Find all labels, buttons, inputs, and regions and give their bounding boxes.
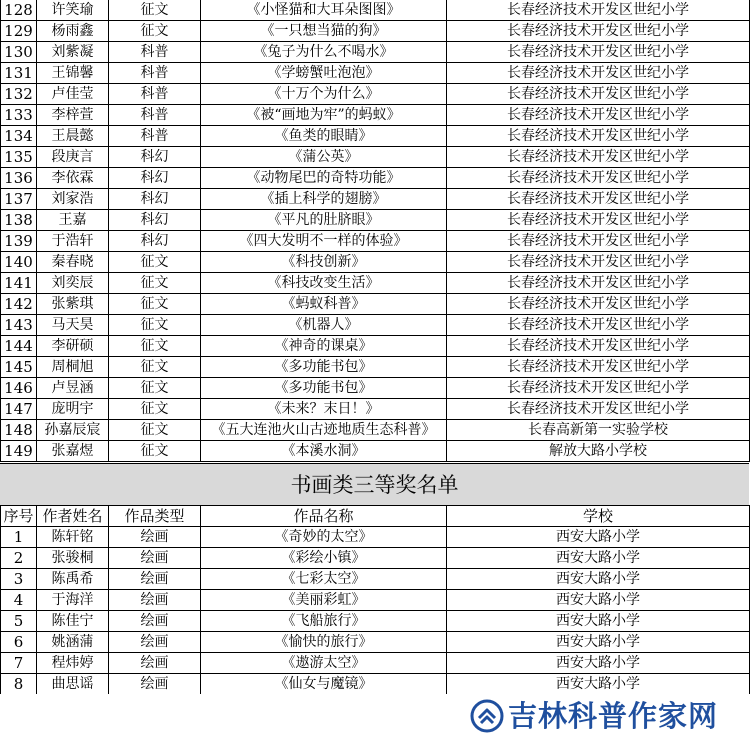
cell-author: 秦春晓 <box>37 252 109 273</box>
cell-type: 科幻 <box>109 210 201 231</box>
table-row <box>1 569 750 590</box>
cell-school: 西安大路小学 <box>447 674 750 695</box>
cell-type: 征文 <box>109 273 201 294</box>
cell-type: 征文 <box>109 420 201 441</box>
cell-no: 141 <box>1 273 37 294</box>
cell-no: 6 <box>1 632 37 653</box>
cell-author: 张骏桐 <box>37 548 109 569</box>
cell-school: 长春经济技术开发区世纪小学 <box>447 63 750 84</box>
table-row <box>1 336 750 357</box>
table-row <box>1 441 750 462</box>
table-row <box>1 126 750 147</box>
cell-type: 征文 <box>109 336 201 357</box>
cell-type: 征文 <box>109 294 201 315</box>
cell-no: 144 <box>1 336 37 357</box>
cell-title: 《学螃蟹吐泡泡》 <box>201 63 447 84</box>
painting-table-body <box>1 506 750 695</box>
cell-author: 刘家浩 <box>37 189 109 210</box>
cell-type: 科幻 <box>109 189 201 210</box>
table-row <box>1 42 750 63</box>
cell-type: 科普 <box>109 105 201 126</box>
cell-no: 147 <box>1 399 37 420</box>
table-row <box>1 231 750 252</box>
cell-school: 长春经济技术开发区世纪小学 <box>447 0 750 21</box>
cell-type: 科幻 <box>109 147 201 168</box>
table-row <box>1 674 750 695</box>
cell-author: 陈轩铭 <box>37 527 109 548</box>
cell-title: 《科技创新》 <box>201 252 447 273</box>
cell-author: 于浩轩 <box>37 231 109 252</box>
cell-type: 征文 <box>109 0 201 21</box>
table-row <box>1 294 750 315</box>
cell-type: 科幻 <box>109 231 201 252</box>
cell-no: 131 <box>1 63 37 84</box>
cell-school: 解放大路小学校 <box>447 441 750 462</box>
table-row <box>1 105 750 126</box>
cell-title: 《多功能书包》 <box>201 378 447 399</box>
cell-author: 王晨懿 <box>37 126 109 147</box>
cell-no: 4 <box>1 590 37 611</box>
cell-author: 马天昊 <box>37 315 109 336</box>
cell-school: 长春经济技术开发区世纪小学 <box>447 399 750 420</box>
table-row <box>1 189 750 210</box>
cell-no: 7 <box>1 653 37 674</box>
cell-school: 长春经济技术开发区世纪小学 <box>447 84 750 105</box>
cell-no: 5 <box>1 611 37 632</box>
cell-title: 《神奇的课桌》 <box>201 336 447 357</box>
cell-type: 绘画 <box>109 653 201 674</box>
cell-title: 《未来？末日！》 <box>201 399 447 420</box>
cell-no: 140 <box>1 252 37 273</box>
cell-school: 长春经济技术开发区世纪小学 <box>447 315 750 336</box>
cell-type: 科普 <box>109 63 201 84</box>
cell-school: 长春经济技术开发区世纪小学 <box>447 336 750 357</box>
watermark-text: 吉林科普作家网 <box>508 699 719 733</box>
cell-title: 《遨游太空》 <box>201 653 447 674</box>
cell-no: 142 <box>1 294 37 315</box>
table-row <box>1 315 750 336</box>
cell-school: 西安大路小学 <box>447 548 750 569</box>
cell-author: 张紫琪 <box>37 294 109 315</box>
cell-type: 征文 <box>109 21 201 42</box>
cell-type: 绘画 <box>109 527 201 548</box>
cell-no: 130 <box>1 42 37 63</box>
cell-no: 137 <box>1 189 37 210</box>
table-row <box>1 357 750 378</box>
cell-no: 138 <box>1 210 37 231</box>
cell-author: 刘奕辰 <box>37 273 109 294</box>
cell-author: 庞明宇 <box>37 399 109 420</box>
cell-no: 134 <box>1 126 37 147</box>
cell-author: 王锦馨 <box>37 63 109 84</box>
table-row <box>1 252 750 273</box>
cell-author: 程炜婷 <box>37 653 109 674</box>
cell-no: 135 <box>1 147 37 168</box>
cell-author: 于海洋 <box>37 590 109 611</box>
cell-title: 《小怪猫和大耳朵图图》 <box>201 0 447 21</box>
cell-author: 孙嘉辰宸 <box>37 420 109 441</box>
upper-table-body <box>1 0 750 462</box>
cell-title: 《四大发明不一样的体验》 <box>201 231 447 252</box>
cell-no: 148 <box>1 420 37 441</box>
table-row <box>1 147 750 168</box>
table-header-row <box>1 506 750 527</box>
cell-school: 长春经济技术开发区世纪小学 <box>447 126 750 147</box>
table-row <box>1 611 750 632</box>
cell-author: 卢佳莹 <box>37 84 109 105</box>
cell-type: 征文 <box>109 357 201 378</box>
cell-no: 139 <box>1 231 37 252</box>
cell-school: 西安大路小学 <box>447 632 750 653</box>
cell-author: 陈佳宁 <box>37 611 109 632</box>
cell-school: 长春经济技术开发区世纪小学 <box>447 105 750 126</box>
cell-type: 绘画 <box>109 590 201 611</box>
header-title: 作品名称 <box>201 506 447 527</box>
cell-title: 《动物尾巴的奇特功能》 <box>201 168 447 189</box>
table-row <box>1 548 750 569</box>
site-watermark <box>470 699 718 733</box>
cell-school: 长春经济技术开发区世纪小学 <box>447 273 750 294</box>
cell-no: 128 <box>1 0 37 21</box>
cell-no: 129 <box>1 21 37 42</box>
cell-title: 《科技改变生活》 <box>201 273 447 294</box>
cell-school: 长春经济技术开发区世纪小学 <box>447 357 750 378</box>
cell-no: 3 <box>1 569 37 590</box>
cell-title: 《美丽彩虹》 <box>201 590 447 611</box>
cell-type: 绘画 <box>109 674 201 695</box>
cell-no: 149 <box>1 441 37 462</box>
cell-no: 143 <box>1 315 37 336</box>
cell-title: 《飞船旅行》 <box>201 611 447 632</box>
cell-type: 征文 <box>109 315 201 336</box>
cell-school: 西安大路小学 <box>447 611 750 632</box>
cell-type: 科普 <box>109 84 201 105</box>
cell-title: 《彩绘小镇》 <box>201 548 447 569</box>
table-row <box>1 632 750 653</box>
cell-type: 绘画 <box>109 569 201 590</box>
cell-author: 段庚言 <box>37 147 109 168</box>
cell-title: 《一只想当猫的狗》 <box>201 21 447 42</box>
cell-title: 《奇妙的太空》 <box>201 527 447 548</box>
site-logo-icon <box>470 699 504 733</box>
cell-school: 长春经济技术开发区世纪小学 <box>447 42 750 63</box>
cell-type: 征文 <box>109 252 201 273</box>
cell-no: 132 <box>1 84 37 105</box>
table-row <box>1 210 750 231</box>
cell-type: 绘画 <box>109 632 201 653</box>
cell-author: 李梓萱 <box>37 105 109 126</box>
cell-author: 张嘉煜 <box>37 441 109 462</box>
cell-school: 长春高新第一实验学校 <box>447 420 750 441</box>
cell-type: 科幻 <box>109 168 201 189</box>
cell-title: 《平凡的肚脐眼》 <box>201 210 447 231</box>
cell-school: 西安大路小学 <box>447 590 750 611</box>
cell-title: 《仙女与魔镜》 <box>201 674 447 695</box>
table-row <box>1 63 750 84</box>
cell-author: 陈禹希 <box>37 569 109 590</box>
cell-title: 《本溪水洞》 <box>201 441 447 462</box>
cell-title: 《蚂蚁科普》 <box>201 294 447 315</box>
header-school: 学校 <box>447 506 750 527</box>
cell-title: 《蒲公英》 <box>201 147 447 168</box>
painting-award-table <box>0 505 750 695</box>
cell-author: 许笑瑜 <box>37 0 109 21</box>
cell-type: 科普 <box>109 126 201 147</box>
table-row <box>1 653 750 674</box>
cell-school: 长春经济技术开发区世纪小学 <box>447 168 750 189</box>
cell-title: 《插上科学的翅膀》 <box>201 189 447 210</box>
cell-author: 曲思谣 <box>37 674 109 695</box>
table-row <box>1 527 750 548</box>
section-title: 书画类三等奖名单 <box>0 463 749 506</box>
cell-title: 《多功能书包》 <box>201 357 447 378</box>
table-row <box>1 84 750 105</box>
cell-no: 2 <box>1 548 37 569</box>
cell-author: 李研硕 <box>37 336 109 357</box>
cell-school: 长春经济技术开发区世纪小学 <box>447 252 750 273</box>
header-type: 作品类型 <box>109 506 201 527</box>
table-row <box>1 590 750 611</box>
cell-school: 西安大路小学 <box>447 653 750 674</box>
cell-no: 145 <box>1 357 37 378</box>
table-row <box>1 21 750 42</box>
cell-school: 西安大路小学 <box>447 569 750 590</box>
cell-no: 133 <box>1 105 37 126</box>
cell-school: 长春经济技术开发区世纪小学 <box>447 378 750 399</box>
cell-no: 146 <box>1 378 37 399</box>
cell-type: 科普 <box>109 42 201 63</box>
table-row <box>1 378 750 399</box>
table-row <box>1 273 750 294</box>
cell-author: 王嘉 <box>37 210 109 231</box>
cell-title: 《机器人》 <box>201 315 447 336</box>
cell-title: 《鱼类的眼睛》 <box>201 126 447 147</box>
cell-school: 长春经济技术开发区世纪小学 <box>447 231 750 252</box>
cell-type: 绘画 <box>109 611 201 632</box>
cell-title: 《被“画地为牢”的蚂蚁》 <box>201 105 447 126</box>
table-row <box>1 0 750 21</box>
cell-school: 长春经济技术开发区世纪小学 <box>447 21 750 42</box>
cell-title: 《愉快的旅行》 <box>201 632 447 653</box>
cell-author: 李依霖 <box>37 168 109 189</box>
table-row <box>1 420 750 441</box>
cell-school: 西安大路小学 <box>447 527 750 548</box>
cell-author: 刘紫凝 <box>37 42 109 63</box>
cell-author: 杨雨鑫 <box>37 21 109 42</box>
cell-title: 《兔子为什么不喝水》 <box>201 42 447 63</box>
cell-author: 姚涵蒲 <box>37 632 109 653</box>
cell-school: 长春经济技术开发区世纪小学 <box>447 147 750 168</box>
cell-type: 绘画 <box>109 548 201 569</box>
cell-school: 长春经济技术开发区世纪小学 <box>447 294 750 315</box>
cell-author: 周桐旭 <box>37 357 109 378</box>
cell-no: 1 <box>1 527 37 548</box>
cell-author: 卢昱涵 <box>37 378 109 399</box>
cell-school: 长春经济技术开发区世纪小学 <box>447 210 750 231</box>
cell-type: 征文 <box>109 441 201 462</box>
cell-title: 《五大连池火山古迹地质生态科普》 <box>201 420 447 441</box>
table-row <box>1 399 750 420</box>
cell-no: 136 <box>1 168 37 189</box>
header-no: 序号 <box>1 506 37 527</box>
cell-title: 《十万个为什么》 <box>201 84 447 105</box>
cell-title: 《七彩太空》 <box>201 569 447 590</box>
cell-type: 征文 <box>109 378 201 399</box>
header-author: 作者姓名 <box>37 506 109 527</box>
cell-no: 8 <box>1 674 37 695</box>
table-row <box>1 168 750 189</box>
cell-type: 征文 <box>109 399 201 420</box>
cell-school: 长春经济技术开发区世纪小学 <box>447 189 750 210</box>
